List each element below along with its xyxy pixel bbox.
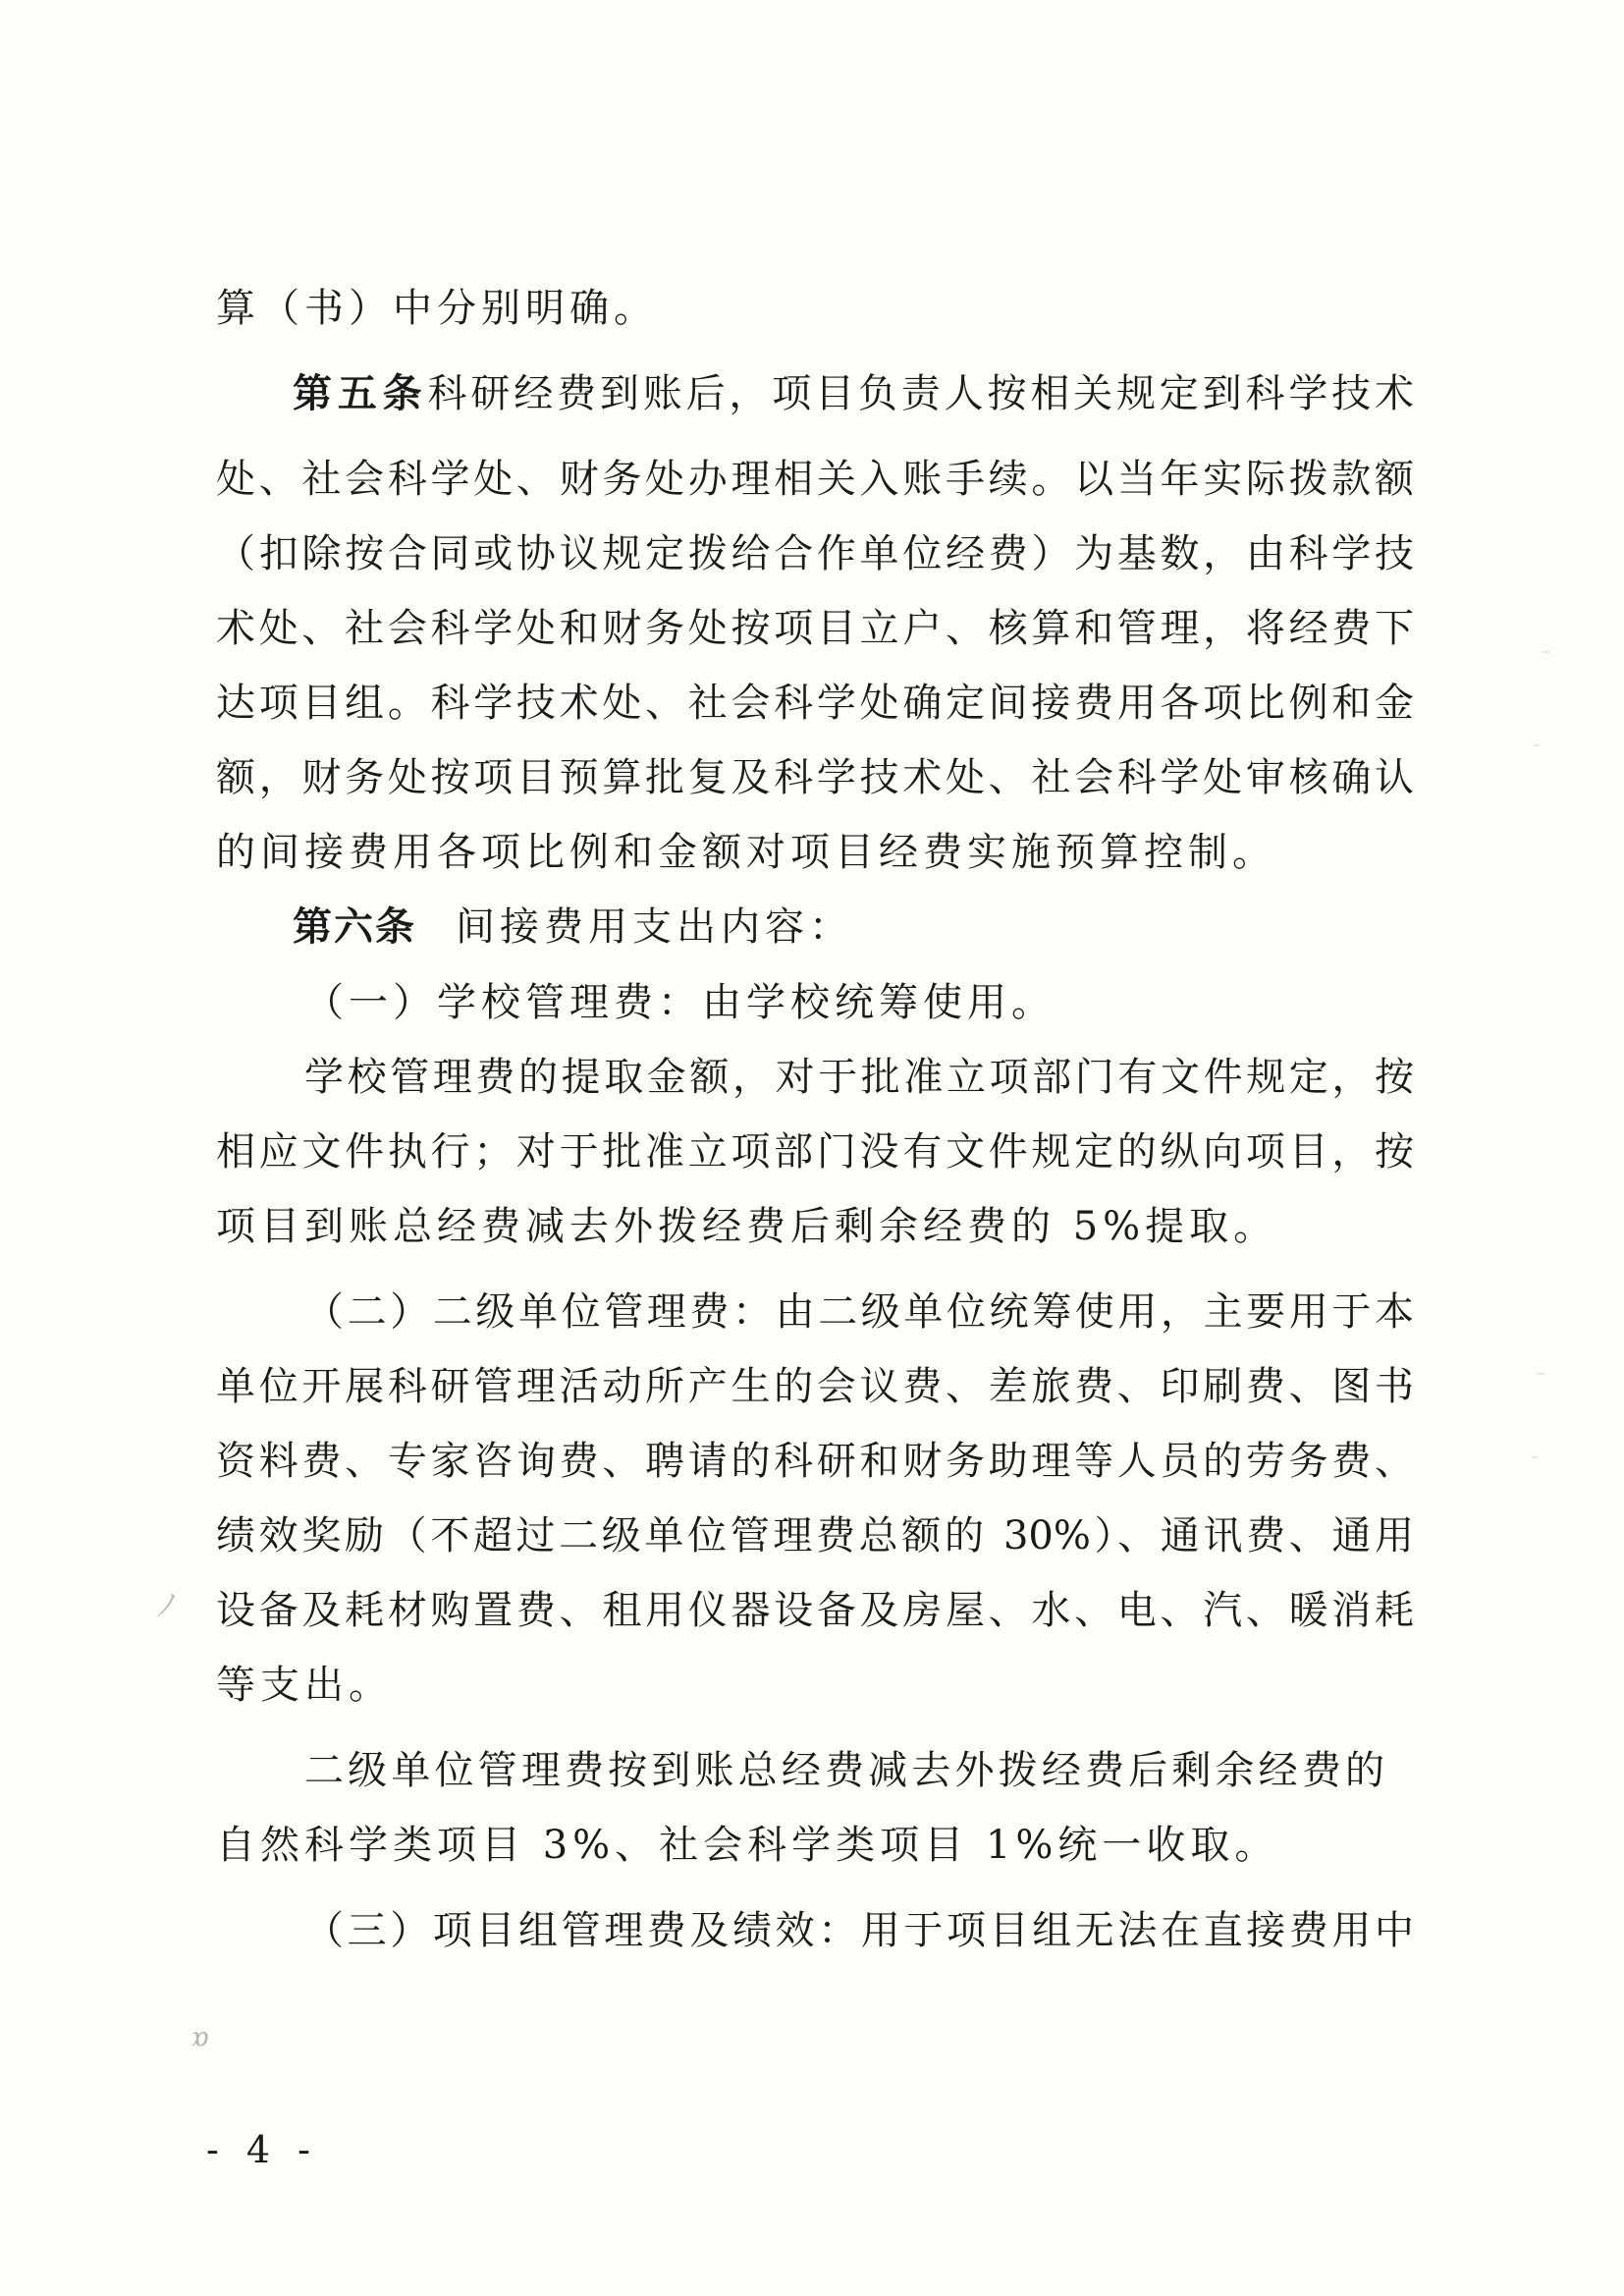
scan-speck (1532, 1456, 1538, 1458)
paragraph-line (216, 454, 1414, 505)
paragraph-line (216, 827, 1414, 878)
line-text: 达项目组。科学技术处、社会科学处确定间接费用各项比例和金 (216, 681, 1414, 726)
paragraph-line (216, 1660, 1414, 1711)
line-text: 二级单位管理费按到账总经费减去外拨经费后剩余经费的 (304, 1748, 1384, 1793)
paragraph-line (216, 1510, 1414, 1561)
line-text: 资料费、专家咨询费、聘请的科研和财务助理等人员的劳务费、 (216, 1439, 1414, 1484)
sub-item-one-line (304, 977, 1414, 1028)
line-text: 自然科学类项目 3%、社会科学类项目 1%统一收取。 (216, 1823, 1279, 1868)
line-text: （二）二级单位管理费：由二级单位统筹使用，主要用于本 (304, 1289, 1414, 1335)
line-text: 单位开展科研管理活动所产生的会议费、差旅费、印刷费、图书 (216, 1364, 1414, 1409)
line-text: 等支出。 (216, 1663, 393, 1708)
paragraph-line (216, 1361, 1414, 1412)
line-text: （扣除按合同或协议规定拨给合作单位经费）为基数，由科学技 (216, 531, 1414, 576)
line-text: 科研经费到账后，项目负责人按相关规定到科学技术 (427, 371, 1415, 416)
paragraph-line (216, 752, 1414, 803)
line-text: 算（书）中分别明确。 (216, 286, 658, 331)
article-five-label: 第五条 (293, 371, 428, 416)
scan-speck (1534, 744, 1540, 746)
article-five-heading-line (293, 368, 1414, 419)
sub-item-two-line (304, 1286, 1414, 1338)
paragraph-line (216, 1126, 1414, 1177)
paragraph-line (216, 678, 1414, 729)
paragraph-line (304, 1745, 1384, 1796)
paragraph-line (216, 528, 1414, 579)
line-text: （一）学校管理费：由学校统筹使用。 (304, 980, 1056, 1025)
paragraph-line (304, 1052, 1414, 1103)
scan-speck (1542, 651, 1549, 653)
paragraph-line (216, 1820, 1414, 1871)
line-text: 额，财务处按项目预算批复及科学技术处、社会科学处审核确认 (216, 755, 1414, 800)
scan-artifact-mark: ﾉ (157, 1589, 172, 1623)
paragraph-line (216, 283, 1414, 334)
article-six-label: 第六条 (293, 904, 416, 950)
line-text: 术处、社会科学处和财务处按项目立户、核算和管理，将经费下 (216, 606, 1414, 651)
line-text: 学校管理费的提取金额，对于批准立项部门有文件规定，按 (304, 1055, 1414, 1100)
line-text: 项目到账总经费减去外拨经费后剩余经费的 5%提取。 (216, 1204, 1278, 1249)
line-text: 处、社会科学处、财务处办理相关入账手续。以当年实际拨款额 (216, 457, 1414, 502)
scan-speck (1537, 1373, 1544, 1375)
paragraph-line (216, 603, 1414, 654)
line-text: 相应文件执行；对于批准立项部门没有文件规定的纵向项目，按 (216, 1129, 1414, 1175)
line-text: 的间接费用各项比例和金额对项目经费实施预算控制。 (216, 830, 1276, 875)
paragraph-line (216, 1201, 1414, 1252)
paragraph-line (216, 1585, 1414, 1636)
paragraph-line (216, 1436, 1414, 1487)
line-text: 绩效奖励（不超过二级单位管理费总额的 30%）、通讯费、通用 (216, 1513, 1414, 1558)
line-text: （三）项目组管理费及绩效：用于项目组无法在直接费用中 (304, 1908, 1414, 1953)
line-text: 间接费用支出内容： (456, 904, 853, 950)
page-number: - 4 - (206, 2128, 319, 2171)
sub-item-three-line (304, 1905, 1414, 1956)
article-six-heading-line (293, 902, 1414, 953)
line-text: 设备及耗材购置费、租用仪器设备及房屋、水、电、汽、暖消耗 (216, 1588, 1414, 1633)
scan-artifact-mark: ɒ (191, 2023, 209, 2052)
